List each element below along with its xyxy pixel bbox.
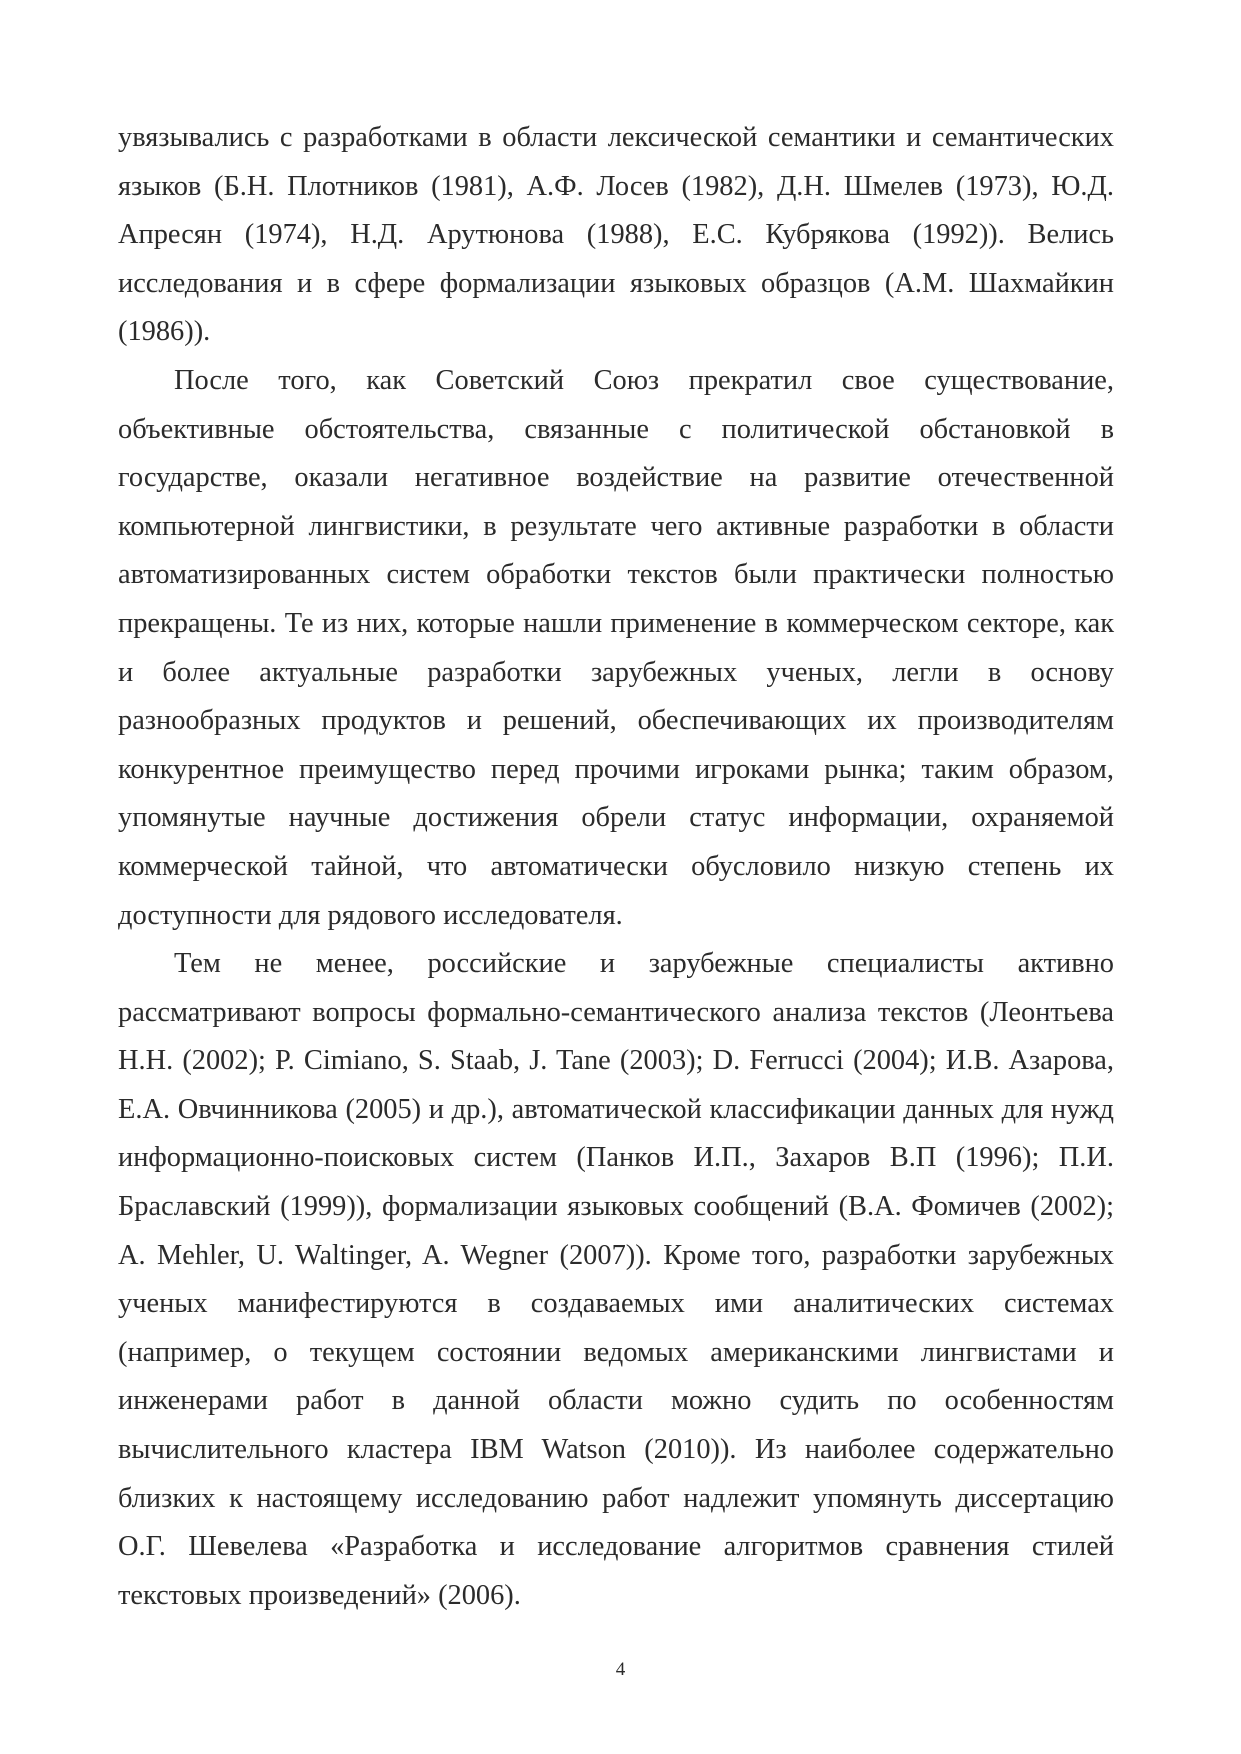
paragraph-soviet-union: После того, как Советский Союз прекратил свое существование, объективные обстоятельства, связанные с политической обстановкой в государстве, оказали негативное воздействие на развитие отечественной компьютерной лингвистики, в результате чего активные разработки в области автоматизированных систем обработки текстов были практически полностью прекращены. Те из них, которые нашли применение в коммерческом секторе, как и более актуальные разработки зарубежных ученых, легли в основу разнообразных продуктов и решений, обеспечивающих их производителям конкурентное преимущество перед прочими игроками рынка; таким образом, упомянутые научные достижения обрели статус информации, охраняемой коммерческой тайной, что автоматически обусловило низкую степень их доступности для рядового исследователя.: [118, 364, 1114, 931]
paragraph-continuation: увязывались с разработками в области лексической семантики и семантических языков (Б.Н. Плотников (1981), А.Ф. Лосев (1982), Д.Н. Шмелев (1973), Ю.Д. Апресян (1974), Н.Д. Арутюнова (1988), Е.С. Кубрякова (1992)). Велись исследования и в сфере формализации языковых образцов (А.М. Шахмайкин (1986)).: [118, 122, 1114, 348]
page-number: 4: [615, 1659, 626, 1680]
text-body: [118, 114, 1114, 1620]
paragraph-research-review: Тем не менее, российские и зарубежные специалисты активно рассматривают вопросы формально-семантического анализа текстов (Леонтьева Н.Н. (2002); P. Cimiano, S. Staab, J. Tane (2003); D. Ferrucci (2004); И.В. Азарова, Е.А. Овчинникова (2005) и др.), автоматической классификации данных для нужд информационно-поисковых систем (Панков И.П., Захаров В.П (1996); П.И. Браславский (1999)), формализации языковых сообщений (В.А. Фомичев (2002); A. Mehler, U. Waltinger, A. Wegner (2007)). Кроме того, разработки зарубежных ученых манифестируются в создаваемых ими аналитических системах (например, о текущем состоянии ведомых американскими лингвистами и инженерами работ в данной области можно судить по особенностям вычислительного кластера IBM Watson (2010)). Из наиболее содержательно близких к настоящему исследованию работ надлежит упомянуть диссертацию О.Г. Шевелева «Разработка и исследование алгоритмов сравнения стилей текстовых произведений» (2006).: [118, 948, 1114, 1611]
